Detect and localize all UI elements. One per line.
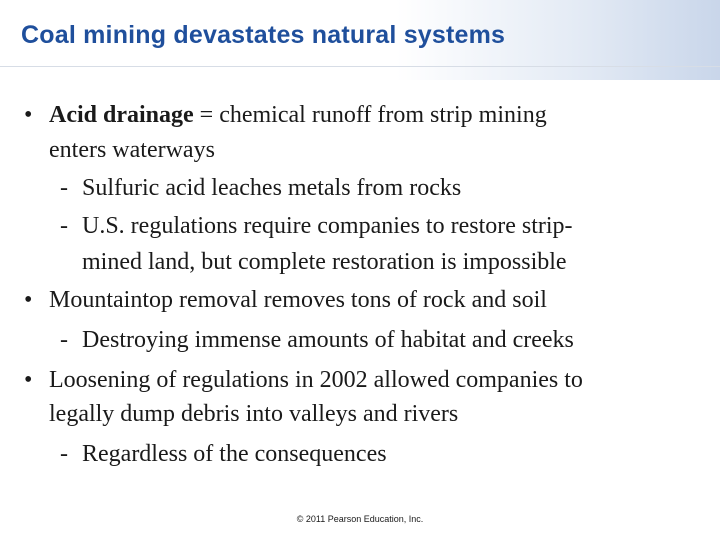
bullet-marker: • — [24, 287, 33, 313]
bullet-marker: • — [24, 367, 33, 393]
bullet-1-line-2: enters waterways — [49, 137, 215, 163]
bullet-1-sub-2-line-2: mined land, but complete restoration is impossible — [82, 249, 567, 275]
sub-bullet-marker: - — [60, 213, 68, 239]
bullet-2-line-1: Mountaintop removal removes tons of rock and soil — [49, 287, 547, 313]
sub-bullet-marker: - — [60, 327, 68, 353]
bullet-2-sub-1: Destroying immense amounts of habitat and creeks — [82, 327, 574, 353]
copyright-footer: © 2011 Pearson Education, Inc. — [296, 514, 424, 524]
bullet-marker: • — [24, 102, 33, 128]
sub-bullet-marker: - — [60, 175, 68, 201]
bullet-3-sub-1: Regardless of the consequences — [82, 441, 387, 467]
bullet-1-sub-1: Sulfuric acid leaches metals from rocks — [82, 175, 462, 201]
slide-title: Coal mining devastates natural systems — [21, 21, 506, 49]
sub-bullet-marker: - — [60, 441, 68, 467]
bullet-3-line-1: Loosening of regulations in 2002 allowed companies to — [49, 367, 583, 393]
bullet-1-bold-term: Acid drainage — [49, 102, 194, 128]
bullet-1-line-1 — [49, 100, 547, 130]
bullet-1-sub-2-line-1: U.S. regulations require companies to restore strip- — [82, 213, 573, 239]
bullet-1-text: = chemical runoff from strip mining — [193, 102, 547, 128]
bullet-3-line-2: legally dump debris into valleys and rivers — [49, 401, 459, 427]
